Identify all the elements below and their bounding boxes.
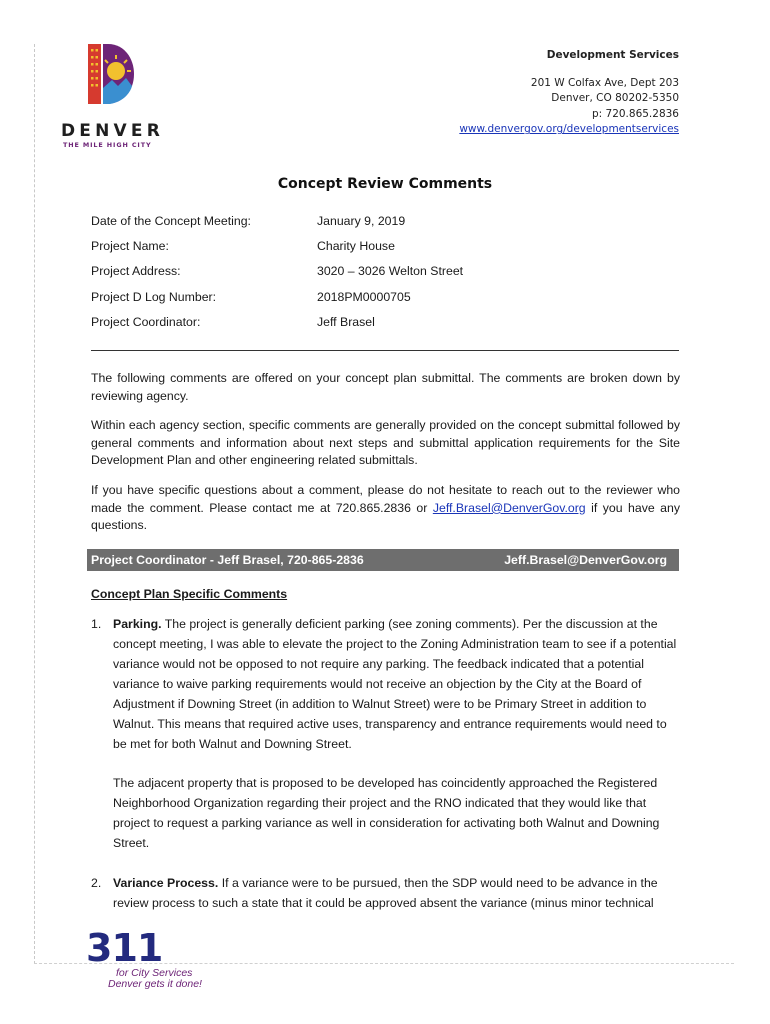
info-label: Project D Log Number: [91, 289, 217, 304]
item-title: Variance Process. [113, 876, 219, 890]
item-text: The project is generally deficient parking (see zoning comments). Per the discussion at the concept meeting, I was able to elevate the project to the Zoning Administration team to see if a potential variance would not be opposed to not require any parking. The feedback indicated that a potential variance to waive parking requirements would not receive an objection by the City at the Board of Adjustment if Downing Street (in addition to Walnut Street) were to be Primary Street in addition to Walnut. This means that required active uses, transparency and entrance requirements would need to be met for both Walnut and Downing Street. [113, 617, 677, 751]
horizontal-divider [91, 350, 679, 351]
info-value: Charity House [317, 239, 395, 254]
item-body [113, 614, 680, 754]
denver-logo-mark [88, 44, 134, 108]
item-number: 2. [91, 876, 102, 890]
department-name: Development Services [546, 49, 679, 61]
city-line: Denver, CO 80202-5350 [551, 92, 679, 105]
section-heading: Concept Plan Specific Comments [91, 587, 288, 601]
phone-line: p: 720.865.2836 [591, 107, 679, 120]
info-value: Jeff Brasel [317, 314, 375, 329]
item-title: Parking. [113, 617, 162, 631]
coordinator-name: Project Coordinator - Jeff Brasel, 720-865-2836 [91, 553, 364, 567]
item-number: 1. [91, 617, 102, 631]
logo-311 [86, 926, 206, 992]
intro-paragraph-3 [91, 482, 680, 535]
info-value: 2018PM0000705 [317, 289, 411, 304]
coordinator-email[interactable]: Jeff.Brasel@DenverGov.org [504, 553, 667, 567]
item-body [113, 873, 680, 913]
logo-311-line1: for City Services [116, 967, 193, 979]
info-label: Project Name: [91, 239, 169, 254]
logo-311-number: 311 [86, 926, 163, 970]
item-text: If a variance were to be pursued, then the SDP would need to be advance in the review process to such a state that it could be approved absent the variance (minus minor technical [113, 876, 658, 910]
email-link[interactable]: Jeff.Brasel@DenverGov.org [432, 500, 586, 515]
info-label: Project Address: [91, 264, 181, 279]
info-label: Project Coordinator: [91, 314, 201, 329]
logo-tagline: THE MILE HIGH CITY [63, 141, 152, 149]
intro-paragraph-2: Within each agency section, specific comments are generally provided on the concept submittal followed by general comments and information about next steps and submittal application requirements for the Site Development Plan and other engineering related submittals. [91, 418, 680, 468]
coordinator-bar [87, 549, 679, 571]
logo-311-line2: Denver gets it done! [108, 978, 202, 990]
logo-wordmark: DENVER [61, 121, 165, 141]
comment-item [91, 614, 680, 754]
comment-item [91, 873, 680, 913]
denver-logo [60, 44, 170, 148]
info-value: January 9, 2019 [317, 214, 406, 228]
info-value: 3020 – 3026 Welton Street [317, 264, 464, 279]
info-label: Date of the Concept Meeting: [91, 214, 251, 228]
contact-block [459, 48, 679, 138]
document-title: Concept Review Comments [277, 176, 493, 192]
intro-text-end: if you have any questions. [91, 500, 681, 533]
website-link[interactable]: www.denvergov.org/developmentservices [459, 123, 679, 136]
intro-paragraph-1: The following comments are offered on your concept plan submittal. The comments are broken down by reviewing agency. [91, 371, 680, 403]
address-line: 201 W Colfax Ave, Dept 203 [530, 76, 679, 89]
intro-text: If you have specific questions about a comment, please do not hesitate to reach out to the reviewer who made the comment. Please contact me at 720.865.2836 or [91, 483, 680, 515]
item-extra-paragraph: The adjacent property that is proposed to be developed has coincidently approached the Registered Neighborhood Organization regarding their project and the RNO indicated that they would like that project to request a parking variance as well in consideration for activating both Walnut and Downing Street. [113, 776, 660, 850]
